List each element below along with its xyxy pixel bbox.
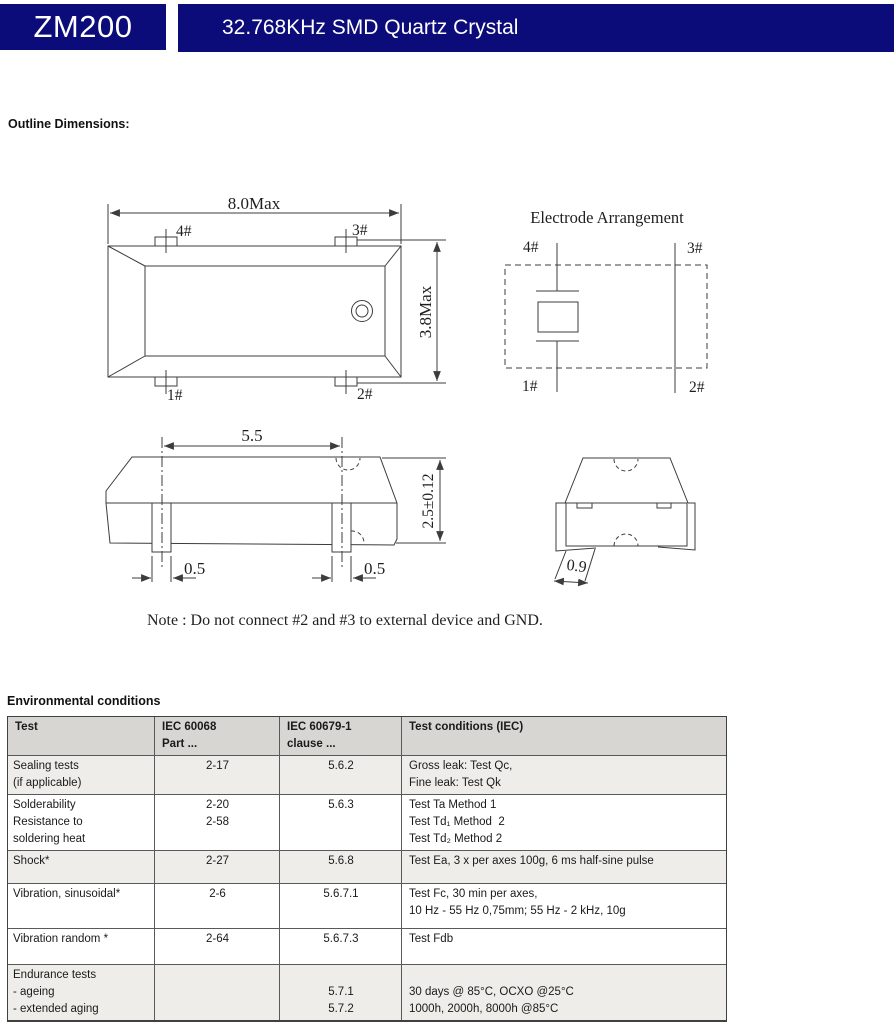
electrode-pin-4: 4# [523,239,539,256]
title-bar [178,4,894,52]
cell-part: 2-27 [155,851,280,883]
electrode-title: Electrode Arrangement [530,208,684,227]
cell-test: Vibration random * [8,929,155,964]
cell-part [155,965,280,1020]
dim-0-5-right: 0.5 [364,559,386,578]
cell-conditions: Test Fdb [409,933,454,945]
pin-label-1: 1# [167,387,183,404]
table-header-row [8,717,726,755]
top-view-drawing [108,194,446,404]
cell-test: Sealing tests (if applicable) [8,756,155,794]
dim-5-5: 5.5 [241,426,263,445]
model-name: ZM200 [33,9,133,44]
cell-part: 2-20 2-58 [155,795,280,850]
cell-conditions: Test Ea, 3 x per axes 100g, 6 ms half-sine pulse [409,855,654,867]
connection-note: Note : Do not connect #2 and #3 to external device and GND. [147,612,543,629]
pin-label-4: 4# [176,223,192,240]
cell-conditions: Test Fc, 30 min per axes, 10 Hz - 55 Hz 0,75mm; 55 Hz - 2 kHz, 10g [409,888,626,917]
side-view-drawing [106,426,446,582]
cell-test: Shock* [8,851,155,883]
cell-test: Vibration, sinusoidal* [8,884,155,928]
dim-0-9: 0.9 [565,556,588,577]
table-row [8,964,726,1020]
outline-dimensions-heading: Outline Dimensions: [8,117,130,131]
cell-part: 2-17 [155,756,280,794]
cell-test: Endurance tests - ageing - extended aging [8,965,155,1020]
cell-clause: 5.6.8 [280,851,402,883]
cell-conditions: Test Ta Method 1 Test Td₁ Method 2 Test Td₂ Method 2 [409,799,505,845]
cell-part: 2-6 [155,884,280,928]
col-header-test: Test [8,717,155,755]
dim-8-0-max: 8.0Max [227,194,281,213]
table-row [8,755,726,794]
table-row [8,883,726,928]
end-view-drawing [554,458,695,583]
dim-0-5-left: 0.5 [184,559,206,578]
table-row [8,794,726,850]
table-row [8,850,726,883]
col-header-iec60068: IEC 60068 Part ... [155,717,280,755]
dim-3-8-max: 3.8Max [416,285,435,339]
table-row [8,928,726,964]
col-header-test-conditions: Test conditions (IEC) [409,721,524,733]
cell-clause: 5.6.2 [280,756,402,794]
dim-2-5: 2.5±0.12 [420,473,437,529]
outline-drawing [0,190,894,650]
col-header-iec60679: IEC 60679-1 clause ... [280,717,402,755]
pin-label-2: 2# [357,386,373,403]
cell-clause: 5.6.7.3 [280,929,402,964]
page-title: 32.768KHz SMD Quartz Crystal [222,16,519,39]
cell-conditions: 30 days @ 85°C, OCXO @25°C 1000h, 2000h, 8000h @85°C [409,986,574,1015]
cell-clause: 5.7.1 5.7.2 [280,965,402,1020]
electrode-arrangement-diagram [505,208,707,396]
electrode-pin-2: 2# [689,379,705,396]
environmental-conditions-heading: Environmental conditions [7,694,161,708]
cell-clause: 5.6.3 [280,795,402,850]
model-badge [0,4,166,50]
electrode-pin-1: 1# [522,378,538,395]
environmental-conditions-table [7,716,727,1022]
marker-dot-icon [352,301,373,322]
cell-test: Solderability Resistance to soldering heat [8,795,155,850]
pin-label-3: 3# [352,222,368,239]
cell-conditions: Gross leak: Test Qc, Fine leak: Test Qk [409,760,513,789]
cell-part: 2-64 [155,929,280,964]
cell-clause: 5.6.7.1 [280,884,402,928]
electrode-pin-3: 3# [687,240,703,257]
